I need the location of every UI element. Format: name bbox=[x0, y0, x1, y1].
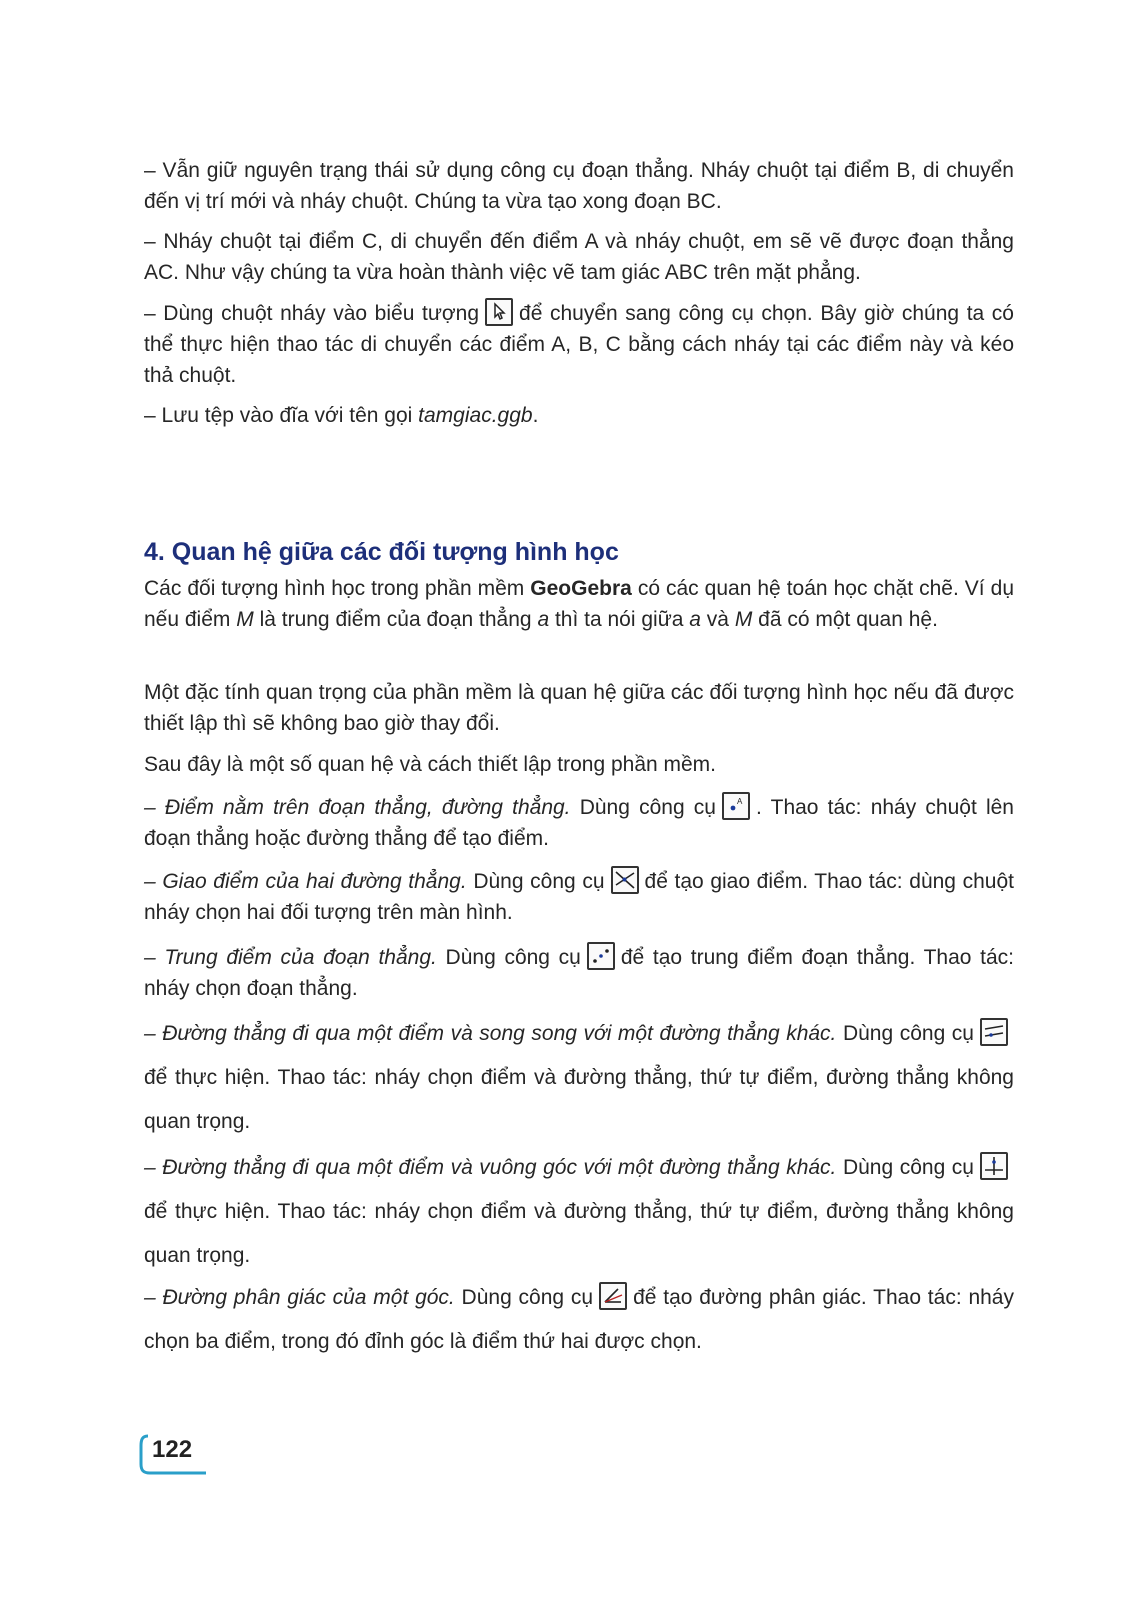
angle-bisector-icon bbox=[599, 1282, 627, 1310]
item-midpoint: – Trung điểm của đoạn thẳng. Dùng công cụ để tạo trung điểm đoạn thẳng. Thao tác: nháy chọn đoạn thẳng. bbox=[144, 942, 1014, 1004]
paragraph-list-intro: Sau đây là một số quan hệ và cách thiết lập trong phần mềm. bbox=[144, 753, 717, 776]
paragraph-segment-bc: – Vẫn giữ nguyên trạng thái sử dụng công cụ đoạn thẳng. Nháy chuột tại điểm B, di chuyển đến vị trí mới và nháy chuột. Chúng ta vừa tạo xong đoạn BC. bbox=[144, 159, 1014, 213]
paragraph-save-file: – Lưu tệp vào đĩa với tên gọi tamgiac.ggb. bbox=[144, 404, 539, 427]
perpendicular-line-icon bbox=[980, 1152, 1008, 1180]
select-tool-icon bbox=[485, 298, 513, 326]
software-name: GeoGebra bbox=[530, 577, 632, 600]
paragraph-segment-ac: – Nháy chuột tại điểm C, di chuyển đến điểm A và nháy chuột, em sẽ vẽ được đoạn thẳng AC. Như vậy chúng ta vừa hoàn thành việc vẽ tam giác ABC trên mặt phẳng. bbox=[144, 230, 1014, 284]
point-on-object-icon bbox=[722, 792, 750, 820]
item-angle-bisector: – Đường phân giác của một góc. Dùng công cụ để tạo đường phân giác. Thao tác: nháy chọn ba điểm, trong đó đỉnh góc là điểm thứ hai được chọn. bbox=[144, 1276, 1014, 1364]
svg-text:A: A bbox=[736, 797, 743, 806]
paragraph-select-tool: – Dùng chuột nháy vào biểu tượng để chuyển sang công cụ chọn. Bây giờ chúng ta có thể thực hiện thao tác di chuyển các điểm A, B, C bằng cách nháy tại các điểm này và kéo thả chuột. bbox=[144, 298, 1014, 391]
intersect-tool-icon bbox=[611, 866, 639, 894]
filename: tamgiac.ggb bbox=[418, 404, 533, 427]
parallel-line-icon bbox=[980, 1018, 1008, 1046]
page-number-badge bbox=[138, 1432, 210, 1476]
item-parallel-line: – Đường thẳng đi qua một điểm và song song với một đường thẳng khác. Dùng công cụ để thực hiện. Thao tác: nháy chọn điểm và đường thẳng, thứ tự điểm, đường thẳng không quan trọng. bbox=[144, 1012, 1014, 1144]
paragraph-intro-relations: Các đối tượng hình học trong phần mềm GeoGebra có các quan hệ toán học chặt chẽ. Ví dụ nếu điểm M là trung điểm của đoạn thẳng a thì ta nói giữa a và M đã có một quan hệ. bbox=[144, 577, 1014, 631]
section-heading: 4. Quan hệ giữa các đối tượng hình học bbox=[144, 538, 619, 566]
item-intersection: – Giao điểm của hai đường thẳng. Dùng công cụ để tạo giao điểm. Thao tác: dùng chuột nháy chọn hai đối tượng trên màn hình. bbox=[144, 866, 1014, 928]
paragraph-property: Một đặc tính quan trọng của phần mềm là quan hệ giữa các đối tượng hình học nếu đã được thiết lập thì sẽ không bao giờ thay đổi. bbox=[144, 681, 1014, 735]
item-point-on-line: – Điểm nằm trên đoạn thẳng, đường thẳng. Dùng công cụ A . Thao tác: nháy chuột lên đoạn thẳng hoặc đường thẳng để tạo điểm. bbox=[144, 792, 1014, 854]
midpoint-tool-icon bbox=[587, 942, 615, 970]
page-number: 122 bbox=[152, 1436, 193, 1463]
item-perpendicular-line: – Đường thẳng đi qua một điểm và vuông góc với một đường thẳng khác. Dùng công cụ để thực hiện. Thao tác: nháy chọn điểm và đường thẳng, thứ tự điểm, đường thẳng không quan trọng. bbox=[144, 1146, 1014, 1278]
